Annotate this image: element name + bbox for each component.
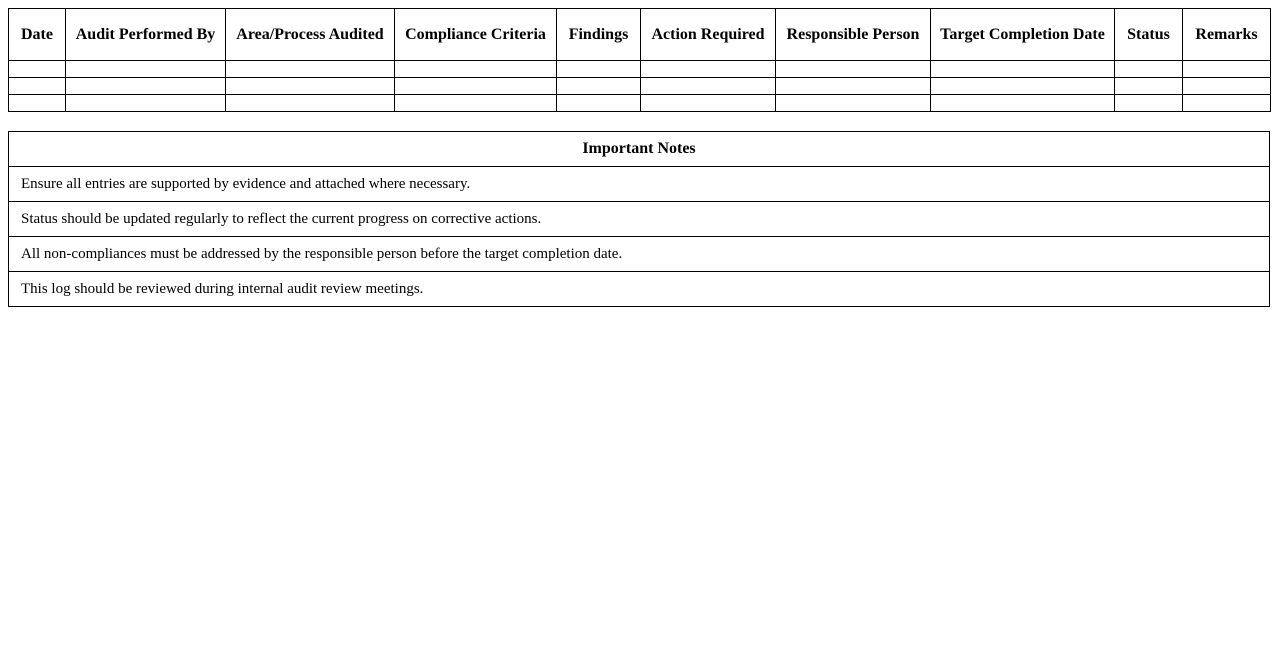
- table-cell: [9, 61, 66, 78]
- table-cell: [395, 78, 557, 95]
- column-header-compliance-criteria: Compliance Criteria: [395, 9, 557, 61]
- table-row: [9, 61, 1271, 78]
- note-text: All non-compliances must be addressed by the responsible person before the target completion date.: [9, 237, 1270, 272]
- table-cell: [641, 95, 776, 112]
- table-cell: [9, 95, 66, 112]
- list-item: [9, 272, 1270, 307]
- table-cell: [395, 61, 557, 78]
- notes-header-row: [9, 132, 1270, 167]
- note-text: This log should be reviewed during internal audit review meetings.: [9, 272, 1270, 307]
- table-cell: [641, 78, 776, 95]
- column-header-findings: Findings: [557, 9, 641, 61]
- table-cell: [776, 61, 931, 78]
- table-cell: [66, 95, 226, 112]
- column-header-action-required: Action Required: [641, 9, 776, 61]
- audit-log-table: [8, 8, 1271, 112]
- table-cell: [776, 78, 931, 95]
- table-cell: [226, 61, 395, 78]
- table-cell: [226, 78, 395, 95]
- column-header-audit-performed-by: Audit Performed By: [66, 9, 226, 61]
- table-cell: [1183, 78, 1271, 95]
- table-cell: [395, 95, 557, 112]
- note-text: Status should be updated regularly to reflect the current progress on corrective actions.: [9, 202, 1270, 237]
- table-cell: [1115, 78, 1183, 95]
- list-item: [9, 237, 1270, 272]
- list-item: [9, 167, 1270, 202]
- table-row: [9, 78, 1271, 95]
- table-cell: [226, 95, 395, 112]
- table-cell: [9, 78, 66, 95]
- table-cell: [557, 95, 641, 112]
- table-cell: [1183, 61, 1271, 78]
- table-cell: [641, 61, 776, 78]
- table-cell: [776, 95, 931, 112]
- table-row: [9, 95, 1271, 112]
- table-cell: [931, 61, 1115, 78]
- column-header-responsible-person: Responsible Person: [776, 9, 931, 61]
- list-item: [9, 202, 1270, 237]
- audit-log-header-row: [9, 9, 1271, 61]
- table-cell: [1183, 95, 1271, 112]
- table-cell: [931, 78, 1115, 95]
- table-cell: [931, 95, 1115, 112]
- table-cell: [1115, 61, 1183, 78]
- important-notes-table: [8, 131, 1270, 307]
- table-cell: [66, 61, 226, 78]
- column-header-area-process-audited: Area/Process Audited: [226, 9, 395, 61]
- column-header-target-completion-date: Target Completion Date: [931, 9, 1115, 61]
- table-cell: [557, 61, 641, 78]
- table-cell: [66, 78, 226, 95]
- note-text: Ensure all entries are supported by evidence and attached where necessary.: [9, 167, 1270, 202]
- column-header-remarks: Remarks: [1183, 9, 1271, 61]
- table-cell: [1115, 95, 1183, 112]
- notes-title: Important Notes: [9, 132, 1270, 167]
- column-header-status: Status: [1115, 9, 1183, 61]
- table-cell: [557, 78, 641, 95]
- column-header-date: Date: [9, 9, 66, 61]
